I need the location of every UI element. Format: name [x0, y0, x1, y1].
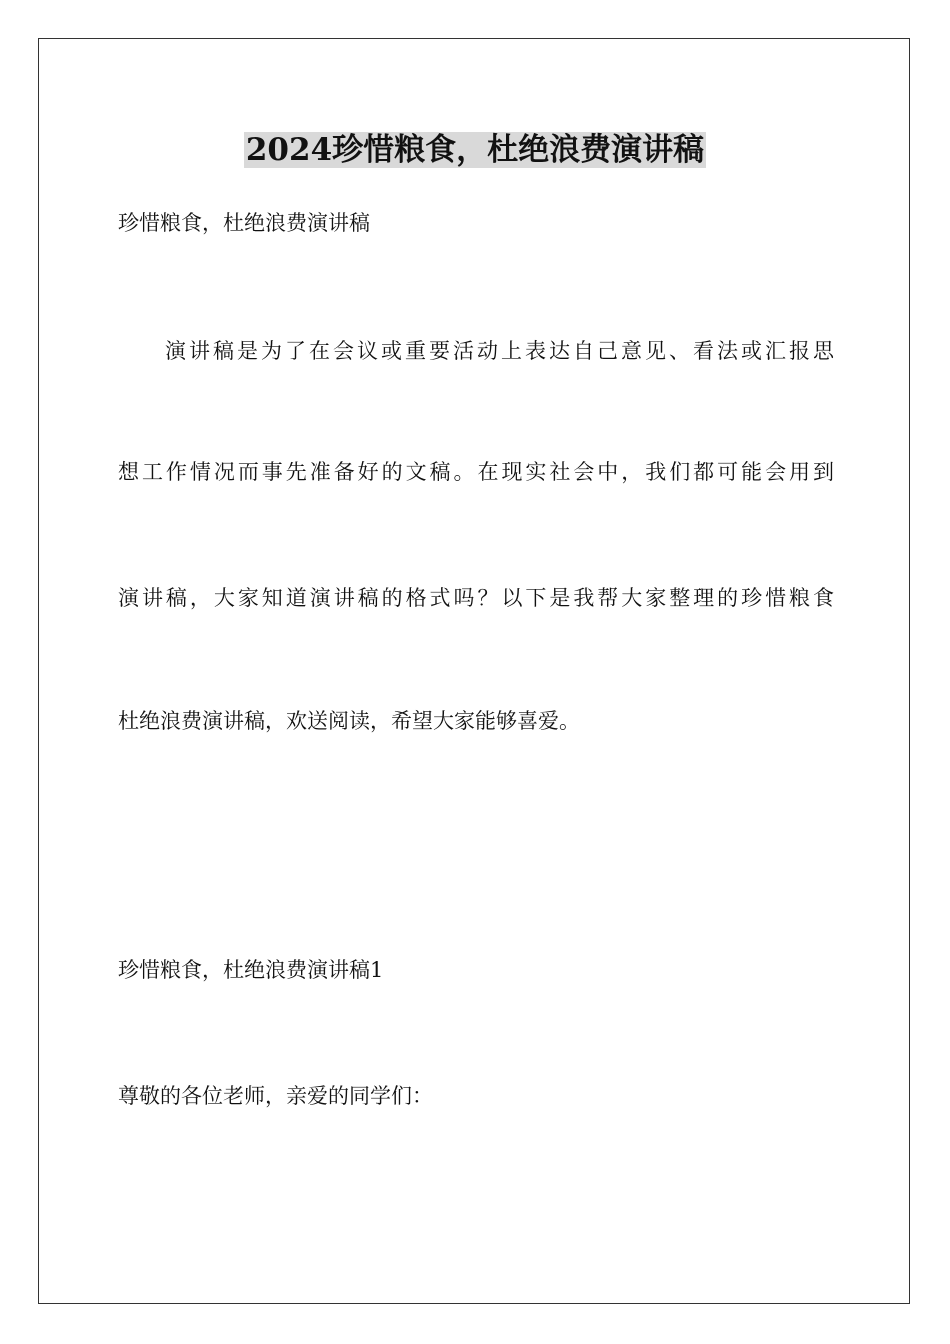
intro-paragraph-line-1: 演讲稿是为了在会议或重要活动上表达自己意见、看法或汇报思 — [165, 339, 834, 363]
document-subtitle: 珍惜粮食，杜绝浪费演讲稿 — [118, 211, 370, 235]
salutation: 尊敬的各位老师，亲爱的同学们： — [118, 1084, 433, 1108]
intro-paragraph-line-2: 想工作情况而事先准备好的文稿。在现实社会中，我们都可能会用到 — [118, 460, 834, 484]
intro-paragraph-line-4: 杜绝浪费演讲稿，欢送阅读，希望大家能够喜爱。 — [118, 709, 580, 733]
document-title — [0, 126, 950, 174]
document-title-text: 2024珍惜粮食，杜绝浪费演讲稿 — [245, 132, 705, 168]
intro-paragraph-line-3: 演讲稿，大家知道演讲稿的格式吗？以下是我帮大家整理的珍惜粮食 — [118, 586, 834, 610]
section-heading: 珍惜粮食，杜绝浪费演讲稿1 — [118, 958, 384, 982]
